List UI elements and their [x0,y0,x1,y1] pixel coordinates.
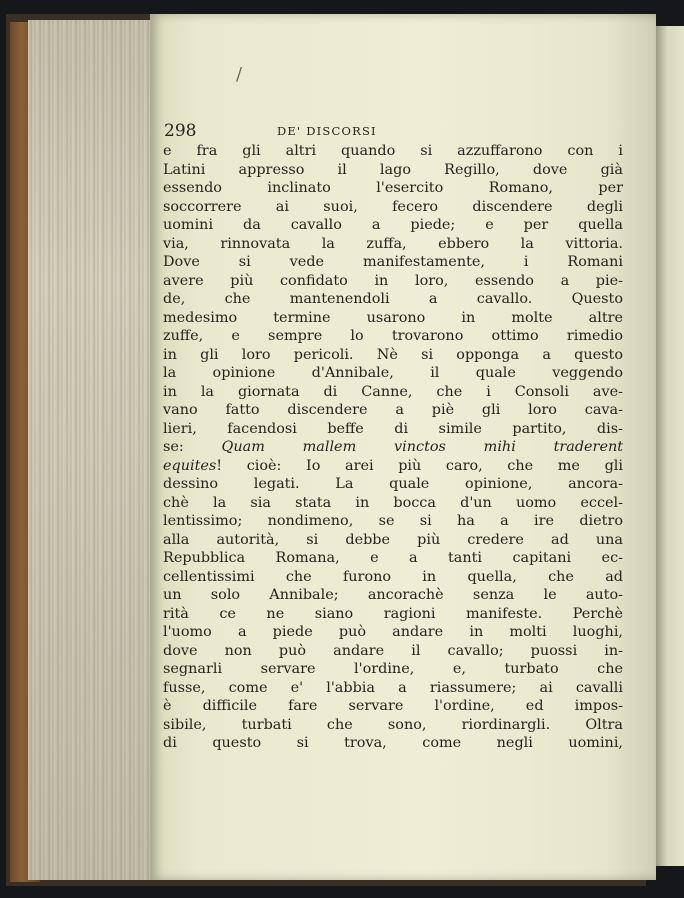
text-line: de, che mantenendoli a cavallo. Questo [163,291,623,307]
text-line: zuffe, e sempre lo trovarono ottimo rimedio [163,328,623,344]
text-line: cellentissimi che furono in quella, che ad [163,568,623,585]
text-line: uomini da cavallo a piede; e per quella [163,217,623,233]
running-head-title: DE' DISCORSI [277,124,377,138]
page-edges [28,20,152,880]
text-line: la opinione d'Annibale, il quale veggendo [163,365,623,381]
running-head [164,121,464,143]
quote-continuation: ! cioè: Io arei più caro, che me gli [216,457,623,474]
text-line: dove non può andare il cavallo; puossi in- [163,642,623,659]
text-line: segnarli servare l'ordine, e, turbato che [163,661,623,677]
text-line: di questo si trova, come negli uomini, [163,735,623,751]
text-line: in la giornata di Canne, che i Consoli ave- [163,383,623,400]
text-line: via, rinnovata la zuffa, ebbero la vittoria. [163,235,623,252]
text-line: Latini appresso il lago Regillo, dove già [163,161,623,178]
text-line-quote-end [163,457,623,476]
quote-lead: se: [163,439,222,455]
text-line: vano fatto discendere a piè gli loro cava- [163,402,623,418]
text-line: è difficile fare servare l'ordine, ed impos- [163,698,623,714]
text-line: soccorrere ai suoi, fecero discendere degli [163,198,623,215]
text-line: alla autorità, si debbe più credere ad una [163,531,623,548]
text-line: sibile, turbati che sono, riordinargli. Oltra [163,716,623,733]
latin-quote-end: equites [163,457,217,474]
text-line: lentissimo; nondimeno, se si ha a ire dietro [163,513,623,529]
text-line: un solo Annibale; ancorachè senza le auto- [163,587,623,603]
text-line: medesimo termine usarono in molte altre [163,309,623,326]
text-line: Dove si vede manifestamente, i Romani [163,254,623,270]
text-line: rità ce ne siano ragioni manifeste. Perchè [163,605,623,622]
text-line: e fra gli altri quando si azzuffarono con i [163,143,623,159]
text-line: in gli loro pericoli. Nè si opponga a questo [163,346,623,363]
text-line: fusse, come e' l'abbia a riassumere; ai cavalli [163,679,623,696]
page-number: 298 [164,121,197,141]
text-line: dessino legati. La quale opinione, ancora- [163,476,623,492]
text-line: essendo inclinato l'esercito Romano, per [163,180,623,196]
text-line: l'uomo a piede può andare in molti luoghi, [163,624,623,640]
text-line: avere più confidato in loro, essendo a pie- [163,272,623,289]
text-line: chè la sia stata in bocca d'un uomo eccel- [163,494,623,511]
body-text [163,142,623,753]
latin-quote: Quam mallem vinctos mihi traderent [221,439,624,455]
text-line: Repubblica Romana, e a tanti capitani ec- [163,550,623,566]
pencil-mark: / [236,64,243,85]
text-line: lieri, facendosi beffe di simile partito, dis- [163,420,623,437]
facing-page-edge [656,26,684,866]
text-line-quote [163,438,623,457]
